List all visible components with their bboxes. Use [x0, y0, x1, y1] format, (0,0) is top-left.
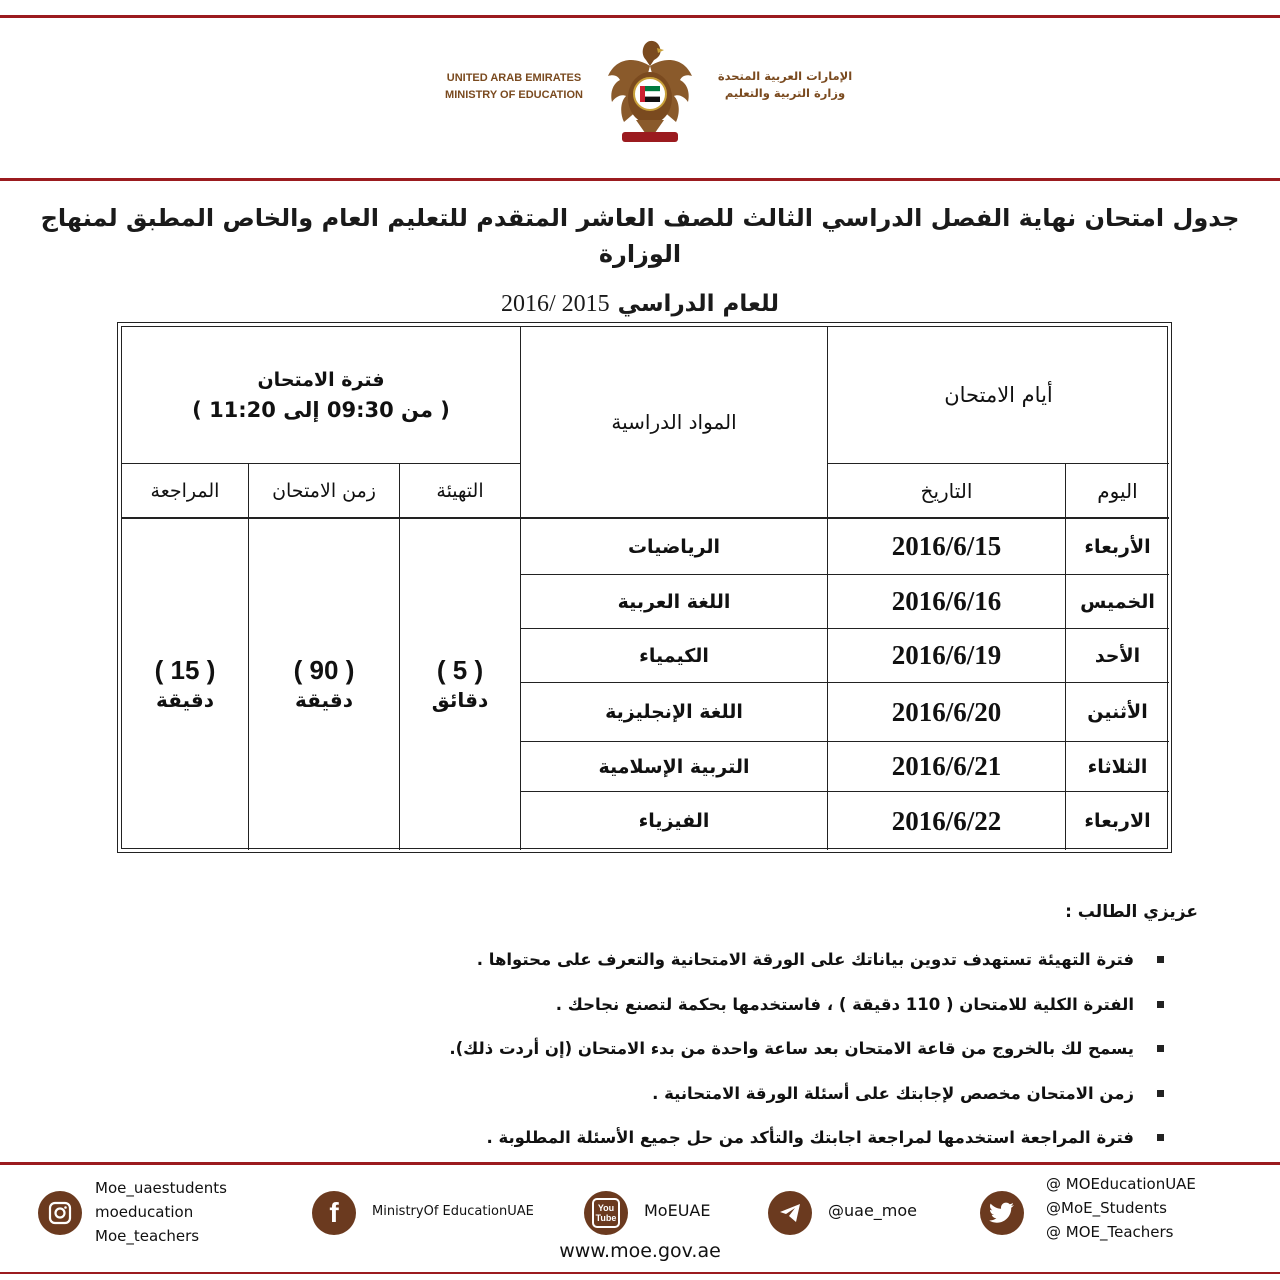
twitter-account[interactable]: @ MOE_Teachers: [1046, 1223, 1174, 1241]
header-exam-period: [122, 327, 520, 463]
note-item: [264, 938, 1164, 983]
note-item: [264, 983, 1164, 1028]
row-date: 2016/6/15: [891, 531, 1002, 561]
footer-divider: [0, 1162, 1280, 1165]
row-day: الاربعاء: [1084, 810, 1151, 832]
org-name-english: [428, 70, 600, 104]
telegram-icon[interactable]: [768, 1191, 812, 1235]
telegram-account[interactable]: @uae_moe: [828, 1201, 918, 1220]
notes-list: [264, 938, 1164, 1161]
twitter-account[interactable]: @ MOEducationUAE: [1046, 1175, 1196, 1193]
prep-duration: [400, 519, 520, 850]
row-subject: اللغة الإنجليزية: [605, 701, 743, 723]
row-day: الأثنين: [1087, 701, 1148, 723]
title-year: 2015 /2016: [500, 291, 610, 317]
period-title: فترة الامتحان: [257, 369, 385, 391]
header-date: التاريخ: [920, 478, 973, 503]
instagram-account[interactable]: Moe_teachers: [95, 1227, 200, 1245]
bullet-icon: [1157, 1045, 1164, 1052]
org-name-arabic: [700, 68, 870, 102]
note-item: [264, 1116, 1164, 1161]
org-en-line1: UNITED ARAB EMIRATES: [446, 72, 582, 84]
review-unit: دقيقة: [155, 687, 215, 712]
period-range: ( من 09:30 إلى 11:20 ): [192, 398, 450, 422]
header-exam-time: زمن الامتحان: [272, 479, 376, 502]
exam-time-value: ( 90 ): [293, 654, 355, 685]
twitter-accounts[interactable]: [1046, 1172, 1196, 1244]
exam-schedule-table: [117, 322, 1172, 853]
review-duration: [122, 519, 248, 850]
header-prep: التهيئة: [436, 479, 484, 502]
row-date: 2016/6/21: [891, 751, 1002, 781]
note-item: [264, 1072, 1164, 1117]
row-date: 2016/6/20: [891, 696, 1002, 727]
top-border: [0, 15, 1280, 18]
page-title: [20, 200, 1260, 322]
note-text: فترة التهيئة تستهدف تدوين بياناتك على الورقة الامتحانية والتعرف على محتواها .: [476, 950, 1134, 969]
row-day: الأحد: [1094, 644, 1141, 667]
prep-value: ( 5 ): [436, 654, 484, 685]
note-item: [264, 1027, 1164, 1072]
title-line2: [20, 286, 1260, 322]
youtube-badge-top: You: [597, 1203, 615, 1213]
youtube-account[interactable]: MoEUAE: [644, 1201, 711, 1220]
bottom-border: [0, 1272, 1280, 1274]
row-date: 2016/6/19: [891, 640, 1002, 670]
youtube-icon[interactable]: [584, 1191, 628, 1235]
youtube-badge-bottom: Tube: [595, 1213, 617, 1223]
title-year-label: للعام الدراسي: [617, 291, 779, 317]
facebook-icon[interactable]: f: [312, 1191, 356, 1235]
header-exam-days: أيام الامتحان: [944, 383, 1053, 407]
header-divider: [0, 178, 1280, 181]
bullet-icon: [1157, 956, 1164, 963]
exam-time-unit: دقيقة: [294, 687, 354, 712]
note-text: فترة المراجعة استخدمها لمراجعة اجابتك والتأكد من حل جميع الأسئلة المطلوبة .: [486, 1128, 1134, 1147]
bullet-icon: [1157, 1001, 1164, 1008]
org-ar-line1: الإمارات العربية المتحدة: [717, 69, 853, 83]
uae-emblem-logo: [604, 36, 696, 148]
note-text: زمن الامتحان مخصص لإجابتك على أسئلة الورقة الامتحانية .: [652, 1083, 1134, 1103]
row-date: 2016/6/16: [891, 586, 1002, 616]
facebook-account[interactable]: MinistryOf EducationUAE: [372, 1204, 534, 1219]
twitter-icon[interactable]: [980, 1191, 1024, 1235]
instagram-account[interactable]: moeducation: [95, 1203, 194, 1221]
twitter-account[interactable]: @MoE_Students: [1046, 1199, 1167, 1217]
instagram-icon[interactable]: [38, 1191, 82, 1235]
header-review: المراجعة: [150, 479, 220, 502]
notes-title: عزيزي الطالب :: [1065, 902, 1198, 922]
exam-time-duration: [249, 519, 399, 850]
title-line1: جدول امتحان نهاية الفصل الدراسي الثالث للصف العاشر المتقدم للتعليم العام والخاص المطبق لمنهاج الوزارة: [40, 204, 1240, 268]
row-subject: اللغة العربية: [617, 590, 731, 613]
row-day: الخميس: [1080, 590, 1155, 613]
note-text: يسمح لك بالخروج من قاعة الامتحان بعد ساعة واحدة من بدء الامتحان (إن أردت ذلك).: [449, 1039, 1134, 1058]
org-ar-line2: وزارة التربية والتعليم: [724, 86, 846, 100]
bullet-icon: [1157, 1134, 1164, 1141]
website-link[interactable]: www.moe.gov.ae: [559, 1240, 721, 1262]
row-subject: الرياضيات: [627, 535, 721, 558]
review-value: ( 15 ): [154, 654, 216, 685]
row-subject: الكيمياء: [639, 644, 709, 667]
row-date: 2016/6/22: [891, 805, 1002, 836]
header-subjects: المواد الدراسية: [611, 410, 737, 434]
prep-unit: دقائق: [431, 687, 489, 712]
youtube-badge: [592, 1198, 620, 1228]
note-text: الفترة الكلية للامتحان ( 110 دقيقة ) ، فاستخدمها بحكمة لتصنع نجاحك .: [555, 994, 1134, 1014]
instagram-account[interactable]: Moe_uaestudents: [95, 1179, 227, 1197]
row-subject: التربية الإسلامية: [598, 755, 750, 778]
row-day: الثلاثاء: [1087, 755, 1148, 778]
org-en-line2: MINISTRY OF EDUCATION: [445, 89, 583, 101]
instagram-accounts[interactable]: [95, 1176, 227, 1248]
row-subject: الفيزياء: [638, 810, 710, 832]
bullet-icon: [1157, 1090, 1164, 1097]
row-day: الأربعاء: [1084, 535, 1151, 558]
header-day: اليوم: [1097, 478, 1138, 503]
